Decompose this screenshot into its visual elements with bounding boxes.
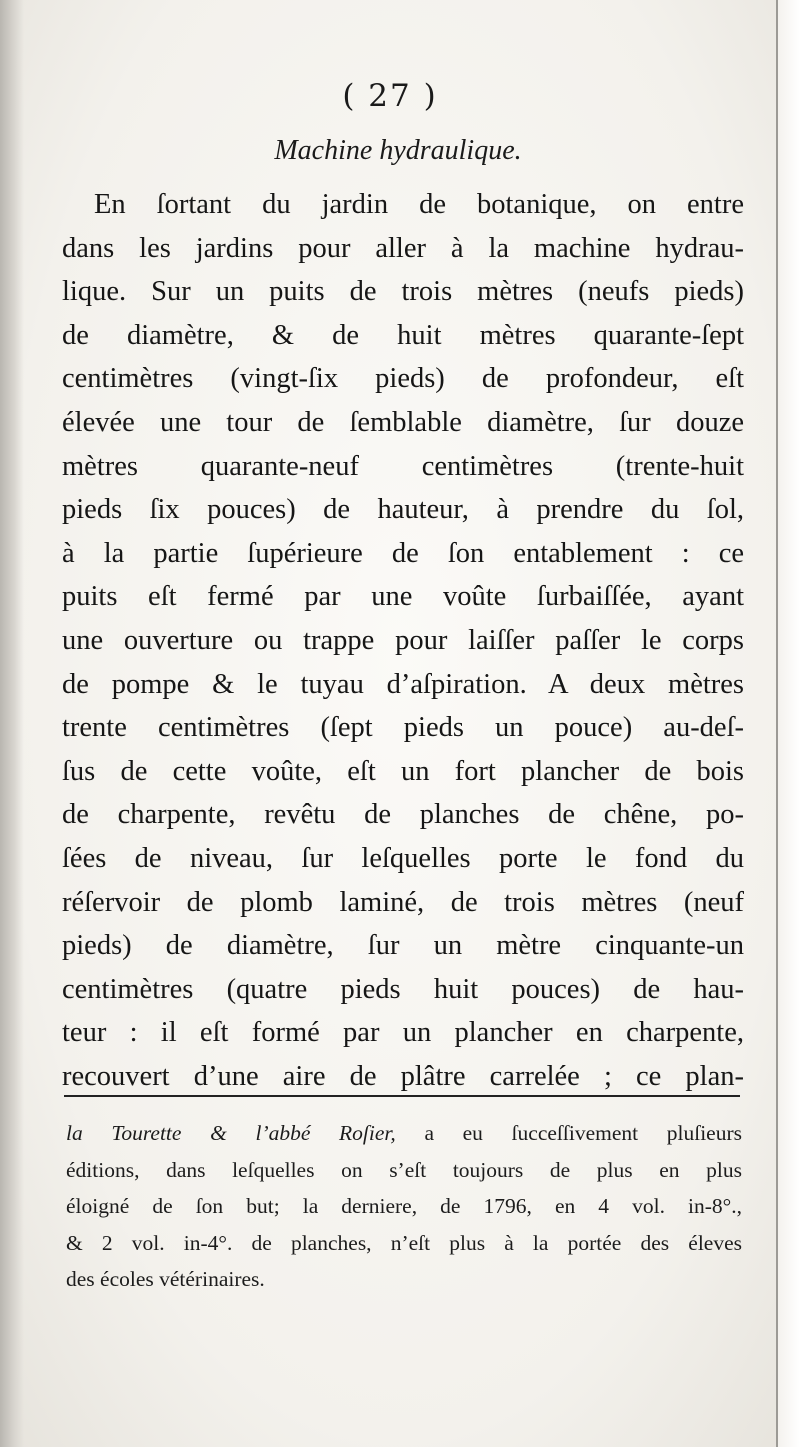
body-line: ſées de niveau, ſur leſquelles porte le fond du [62,842,744,874]
page-gutter-shadow [0,0,24,1447]
body-line: teur : il eſt formé par un plancher en charpente, [62,1017,744,1049]
body-line: une ouverture ou trappe pour laiſſer paſſer le corps [62,624,744,656]
body-line: pieds ſix pouces) de hauteur, à prendre du ſol, [62,494,744,526]
footnote-line [66,1115,742,1152]
body-line: pieds) de diamètre, ſur un mètre cinquante-un [62,930,744,962]
footnote [66,1115,742,1298]
body-line: lique. Sur un puits de trois mètres (neufs pieds) [62,276,744,308]
footnote-line: & 2 vol. in-4°. de planches, n’eſt plus à la portée des éleves [66,1230,742,1255]
page-number: ( 27 ) [342,78,438,114]
body-line: élevée une tour de ſemblable diamètre, ſur douze [62,406,744,438]
footnote-text: a eu ſucceſſivement pluſieurs [424,1121,742,1145]
body-line: recouvert d’une aire de plâtre carrelée ; ce plan- [62,1060,744,1092]
body-line: réſervoir de plomb laminé, de trois mètres (neuf [62,886,744,918]
body-line: ſus de cette voûte, eſt un fort plancher de bois [62,755,744,787]
body-line: de pompe & le tuyau d’aſpiration. A deux mètres [62,668,744,700]
body-line: à la partie ſupérieure de ſon entablement : ce [62,537,744,569]
body-line: dans les jardins pour aller à la machine hydrau- [62,232,744,264]
footnote-line: éloigné de ſon but; la derniere, de 1796, en 4 vol. in-8°., [66,1194,742,1218]
page-edge [776,0,800,1447]
body-line: mètres quarante-neuf centimètres (trente-huit [62,450,744,482]
body-line: de diamètre, & de huit mètres quarante-ſept [62,319,744,351]
body-line: puits eſt fermé par une voûte ſurbaiſſée, ayant [62,581,744,613]
footnote-names: la Tourette & l’abbé Roſier, [66,1121,396,1145]
body-text [62,183,744,1098]
body-line: En ſortant du jardin de botanique, on entre [94,189,744,220]
footnote-rule [64,1095,740,1097]
body-line: de charpente, revêtu de planches de chêne, po- [62,799,744,831]
body-line: centimètres (quatre pieds huit pouces) de hau- [62,973,744,1005]
body-line: trente centimètres (ſept pieds un pouce) au-deſ- [62,712,744,744]
footnote-line: éditions, dans leſquelles on s’eſt toujours de plus en plus [66,1157,742,1182]
footnote-line: des écoles vétérinaires. [66,1267,265,1291]
body-line: centimètres (vingt-ſix pieds) de profondeur, eſt [62,363,744,395]
section-title: Machine hydraulique. [274,135,522,166]
